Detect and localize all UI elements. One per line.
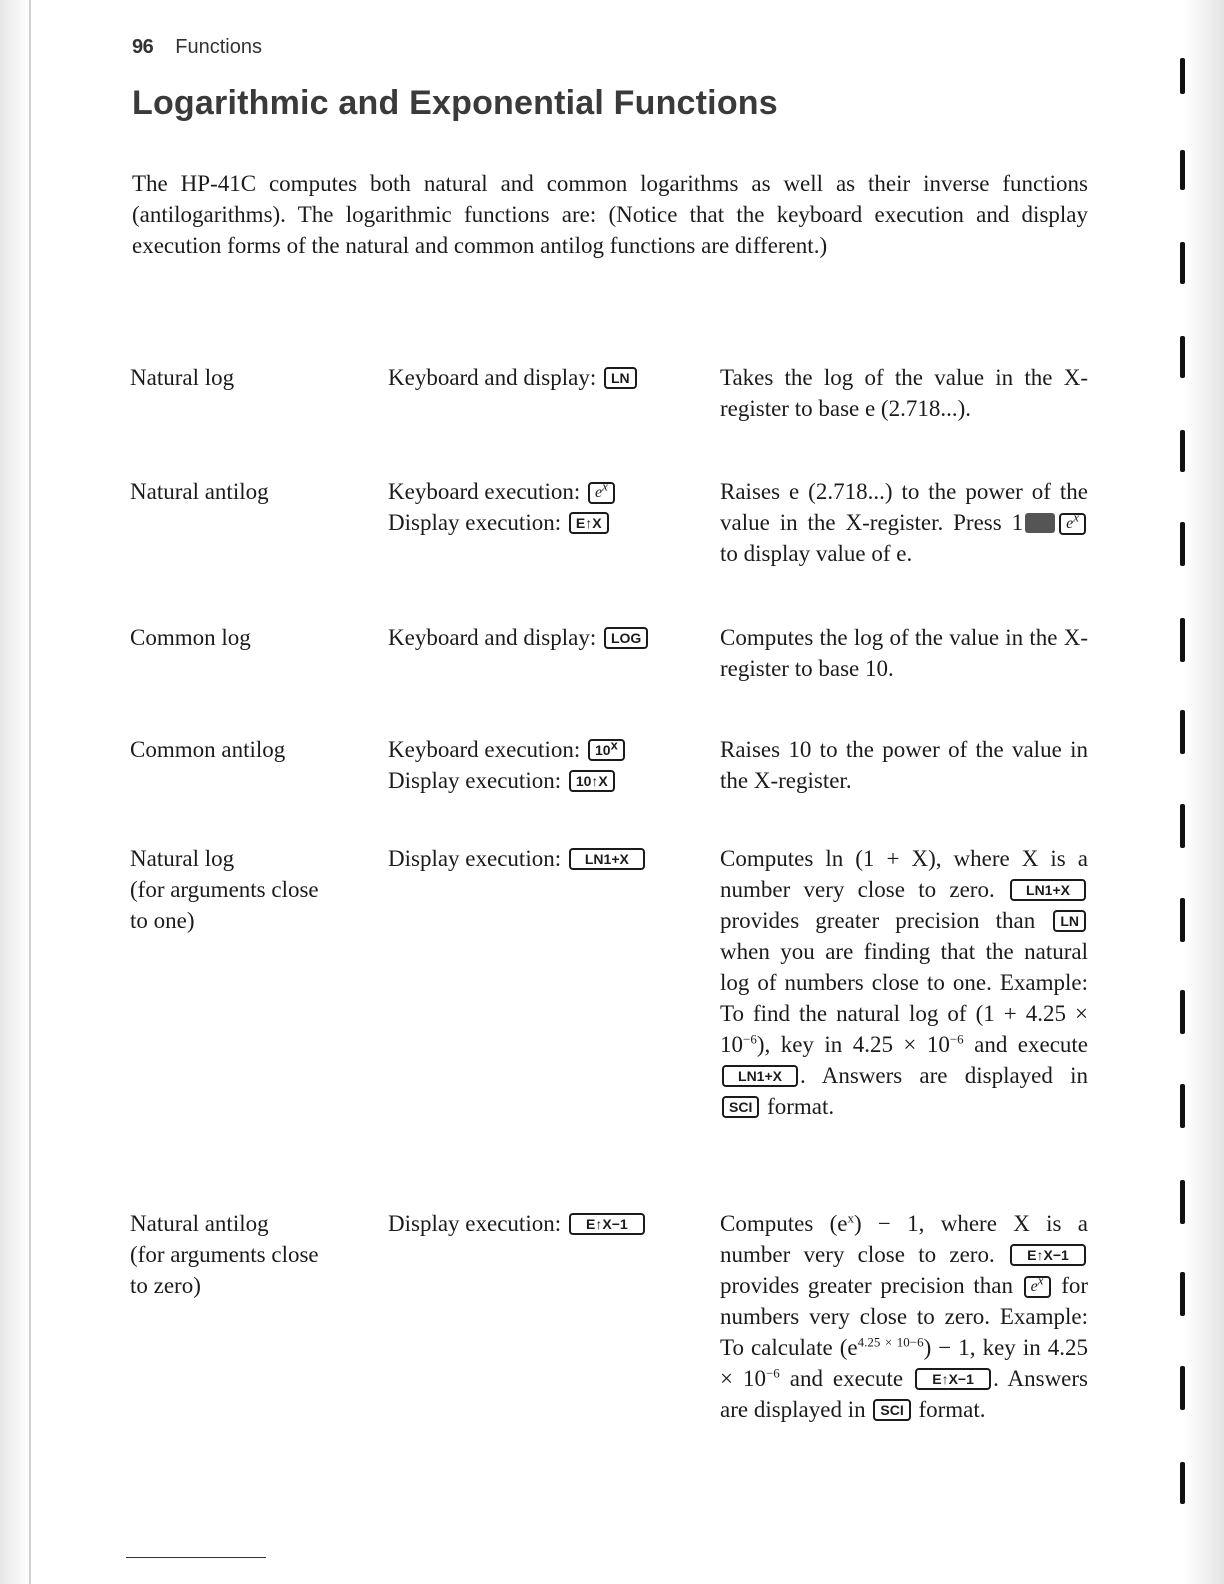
tenx-key (588, 739, 625, 761)
desc-text: zero. Example: To calculate (720, 1304, 1088, 1360)
exponent: −6 (765, 1365, 780, 1381)
desc-text: provides greater precision than (720, 908, 1036, 933)
ex-key-label: e (1030, 1278, 1038, 1295)
binding-ring (1180, 430, 1185, 472)
description: Raises 10 to the power of the value in the X-register. (720, 737, 1088, 793)
binding-ring (1180, 58, 1185, 94)
binding-ring (1180, 242, 1185, 284)
desc-text: Computes ln (1 + X), where X is a (720, 846, 1088, 871)
name-line: Natural antilog (130, 1211, 269, 1236)
usage-label: Keyboard execution: (388, 737, 581, 762)
usage (388, 734, 688, 796)
binding-ring (1180, 150, 1185, 190)
usage-label: Keyboard execution: (388, 479, 581, 504)
ln1x-key: LN1+X (569, 848, 645, 870)
page-edge (29, 0, 31, 1584)
sci-key: SCI (873, 1399, 910, 1421)
page-title: Logarithmic and Exponential Functions (132, 84, 778, 122)
usage (388, 362, 688, 393)
binding-ring (1180, 336, 1185, 378)
function-name: Natural log (130, 365, 235, 390)
ex-key (1059, 509, 1086, 535)
desc-text: Answers are displayed in (821, 1063, 1089, 1088)
desc-text: when you are finding that the (720, 939, 1014, 964)
exponent: −6 (743, 1031, 757, 1047)
desc-text: and execute (779, 1366, 904, 1391)
ex-key-label: e (594, 484, 603, 501)
usage (388, 622, 688, 653)
desc-text: log of (1 + 4.25 × 10 (720, 1001, 1088, 1057)
page-binding-shadow (0, 0, 32, 1584)
usage (388, 843, 688, 874)
running-head (132, 36, 262, 59)
spiral-binding (1184, 0, 1224, 1584)
name-line: (for arguments close (130, 877, 319, 902)
description: Computes ln (1 + X), where X is a number very close to zero. LN1+X provides greater precision than LN when you are finding that the natural log of numbers close to one. Example: To find the natural log of $(1 + 4.25 \times 10^{-6})$, key in $4.25 \times 10^{-6}$ and execute LN1+X . Answers are displayed in SCI format. (720, 846, 1089, 1119)
description: Computes $(e^x) - 1$, where X is a number very close to zero. E↑X−1 provides greater precision than $e^x$ for numbers very close to zero. Example: To calculate $(e^{4.25 \times 10-6}) - 1$, key in $4.25 \times 10^{-6}$ and execute E↑X−1 . Answers are displayed in SCI format. (720, 1210, 1089, 1422)
ln-key: LN (1053, 910, 1086, 932)
binding-ring (1180, 898, 1185, 942)
desc-text: number very close to zero. (720, 1242, 995, 1267)
binding-ring (1180, 618, 1185, 662)
desc-text: ) − 1, where X is a (853, 1211, 1088, 1236)
binding-ring (1180, 1272, 1185, 1316)
binding-ring (1180, 1462, 1185, 1504)
usage-label: Keyboard and display: (388, 625, 597, 650)
desc-text: for numbers very close to (720, 1273, 1089, 1329)
binding-ring (1180, 710, 1185, 754)
shift-key-icon (1025, 513, 1055, 533)
section-name: Functions (175, 36, 262, 58)
desc-text: provides greater precision (720, 1273, 965, 1298)
exponent: 4.25 × 10−6 (857, 1334, 924, 1350)
tenx-key-sup: x (610, 737, 618, 753)
desc-text: ) − 1, key in 4.25 × (720, 1335, 1089, 1391)
footnote-rule (126, 1557, 266, 1558)
function-name (130, 843, 370, 936)
description-text: Raises e (2.718...) to the power of the value in the X-register. Press (720, 479, 1088, 535)
ln1x-key: LN1+X (1010, 879, 1086, 901)
intro-paragraph: The HP-41C computes both natural and common logarithms as well as their inverse functions (antilogarithms). The logarithmic functions are: (Notice that the keyboard execution and display execution forms of the natural and common antilog functions are different.) (132, 171, 1088, 258)
function-name (130, 1208, 370, 1301)
e-to-x-key: E↑X (569, 512, 609, 534)
binding-ring (1180, 1084, 1185, 1128)
ex-key-sup: x (1073, 509, 1079, 525)
description-text-end: to display value of e. (720, 541, 913, 566)
binding-ring (1180, 522, 1185, 566)
name-line: to zero) (130, 1273, 201, 1298)
name-line: (for arguments close (130, 1242, 319, 1267)
sci-key: SCI (722, 1096, 759, 1118)
ex-key-sup: x (602, 478, 608, 494)
ex1-key: E↑X−1 (569, 1213, 645, 1235)
binding-ring (1180, 1366, 1185, 1410)
exponent: x (847, 1210, 854, 1226)
binding-ring (1180, 990, 1185, 1034)
tenx-key-label: 10 (594, 742, 611, 758)
binding-ring (1180, 1180, 1185, 1224)
name-line: to one) (130, 908, 195, 933)
description (720, 476, 1088, 569)
desc-text: natural log of numbers close to (720, 939, 1088, 995)
binding-ring (1180, 804, 1185, 848)
ex-key-sup: x (1037, 1272, 1044, 1288)
desc-text: than (973, 1273, 1013, 1298)
ln1x-key: LN1+X (722, 1065, 798, 1087)
desc-text: format. (767, 1094, 835, 1119)
function-name: Common antilog (130, 737, 286, 762)
ex1-key: E↑X−1 (915, 1368, 991, 1390)
log-key: LOG (604, 627, 648, 649)
exponent: −6 (949, 1031, 964, 1047)
description: Computes the log of the value in the X-register to base 10. (720, 625, 1088, 681)
function-name: Natural antilog (130, 479, 269, 504)
desc-text: 10 (742, 1366, 766, 1391)
usage-label: Display execution: (388, 1211, 562, 1236)
usage (388, 1208, 688, 1239)
desc-text: and execute (963, 1032, 1088, 1057)
usage-label: Display execution: (388, 510, 562, 535)
ex1-key: E↑X−1 (1010, 1244, 1086, 1266)
desc-text: one. Example: To find the natural (720, 970, 1088, 1026)
function-name: Common log (130, 625, 251, 650)
ex-key (1024, 1272, 1051, 1298)
desc-text: number very close to zero. (720, 877, 995, 902)
ten-to-x-key: 10↑X (569, 770, 615, 792)
desc-text: 4.25 × 10 (852, 1032, 950, 1057)
desc-text: ), key in (756, 1032, 843, 1057)
press-value: 1 (1011, 510, 1024, 535)
description: Takes the log of the value in the X-register to base e (2.718...). (720, 365, 1088, 421)
desc-text: Answers are displayed in (720, 1366, 1089, 1422)
desc-text: Computes (e (720, 1211, 848, 1236)
ex-key-label: e (1066, 515, 1074, 532)
ln-key: LN (604, 367, 637, 389)
desc-text: (e (839, 1335, 858, 1360)
usage-label: Display execution: (388, 846, 562, 871)
usage (388, 476, 688, 538)
ex-key (588, 478, 615, 504)
usage-label: Keyboard and display: (388, 365, 597, 390)
page-number: 96 (132, 36, 154, 58)
desc-text: format. (918, 1397, 986, 1422)
usage-label: Display execution: (388, 768, 562, 793)
name-line: Natural log (130, 846, 235, 871)
